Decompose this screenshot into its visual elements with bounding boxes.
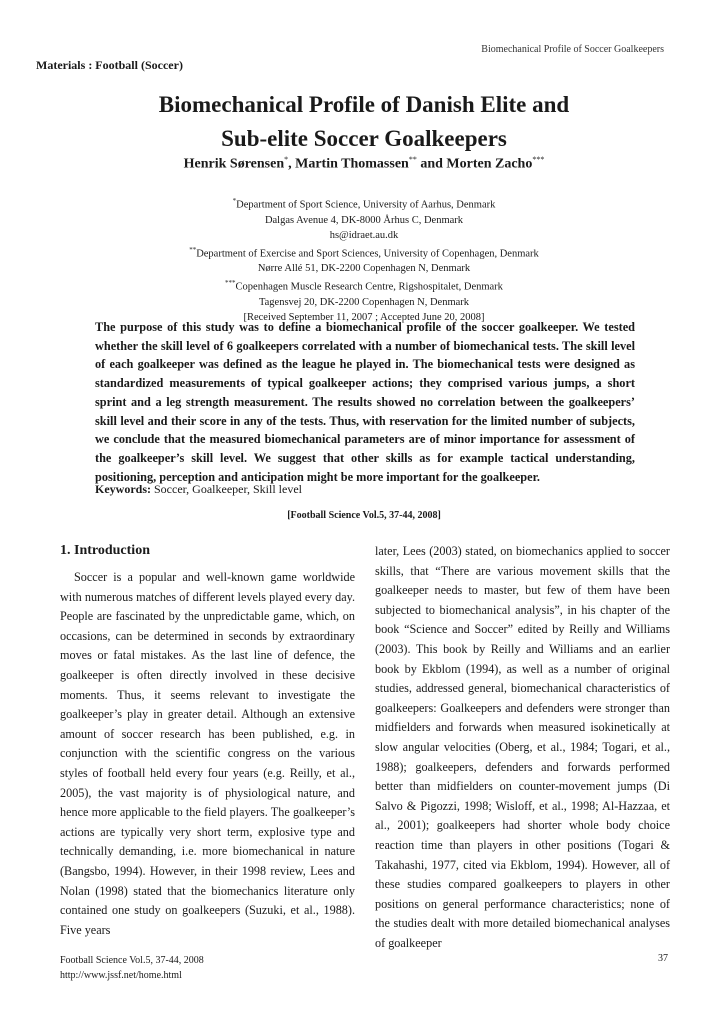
- author-2: Martin Thomassen: [295, 156, 409, 172]
- footer-url[interactable]: http://www.jssf.net/home.html: [60, 970, 182, 981]
- author-3-mark: ***: [532, 155, 545, 164]
- section-heading: 1. Introduction: [60, 543, 150, 558]
- body-paragraph: Soccer is a popular and well-known game worldwide with numerous matches of different levels played every day. People are fascinated by the unpredictable game, which, on occasions, can be determined in seconds by extraordinary moves or fatal mistakes. As the last line of defence, the goalkeeper is often directly involved in these decisive moments. Thus, it seems relevant to investigate the goalkeeper’s play in greater detail. Although an extensive amount of soccer research has been published, e.g. in conjunction with the scientific congress on the various styles of football held every four years (e.g. Reilly, et al., 2005), the vast majority is of physiological nature, and hence more applicable to the field players. The goalkeeper’s actions are typically very short term, explosive type and technically demanding, i.e. more biomechanical in nature (Bangsbo, 1994). However, in their 1998 review, Lees and Nolan (1998) stated that the biomechanics literature only contained one study on goalkeepers (Suzuki, et al., 1988). Five years: [60, 570, 355, 937]
- section-label: Materials : Football (Soccer): [36, 58, 183, 72]
- affiliation-line: ***Copenhagen Muscle Research Centre, Rigshospitalet, Denmark: [225, 279, 503, 293]
- affiliation-email: hs@idraet.au.dk: [329, 229, 399, 241]
- keywords: [95, 482, 302, 497]
- author-2-mark: **: [408, 155, 417, 164]
- affiliation-line: Dalgas Avenue 4, DK-8000 Århus C, Denmark: [264, 214, 464, 226]
- author-1: Henrik Sørensen: [183, 156, 285, 172]
- journal-citation: [Football Science Vol.5, 37-44, 2008]: [287, 510, 441, 521]
- author-separator: and: [416, 156, 447, 172]
- footer-journal: Football Science Vol.5, 37-44, 2008: [60, 955, 204, 966]
- title-line-1: Biomechanical Profile of Danish Elite and: [158, 92, 570, 117]
- author-1-mark: *: [284, 155, 289, 164]
- page-number: 37: [658, 953, 668, 964]
- footer: [60, 953, 204, 983]
- author-list: [0, 155, 728, 173]
- author-separator: ,: [288, 156, 296, 172]
- abstract: The purpose of this study was to define a biomechanical profile of the soccer goalkeeper. We tested whether the skill level of 6 goalkeepers correlated with a number of biomechanical tests. The skill level of each goalkeeper was defined as the league he played in. The biomechanical tests were designed as standardized measurements of typical goalkeeper actions; they comprised various jumps, a short sprint and a leg strength measurement. The results showed no correlation between the goalkeepers’ skill level and their score in any of the tests. Thus, with reservation for the limited number of subjects, we conclude that the measured biomechanical parameters are of minor importance for assessment of the goalkeeper’s skill level. We suggest that other skills as for example tactical understanding, positioning, perception and anticipation might be more important for the goalkeeper.: [95, 320, 635, 484]
- received-accepted-dates: [Received September 11, 2007 ; Accepted June 20, 2008]: [243, 311, 485, 323]
- affiliation-line: Nørre Allé 51, DK-2200 Copenhagen N, Denmark: [257, 263, 471, 274]
- affiliation-mark: *: [232, 197, 237, 205]
- affiliation-line: Tagensvej 20, DK-2200 Copenhagen N, Denmark: [258, 296, 470, 308]
- affiliation-line: **Department of Exercise and Sport Sciences, University of Copenhagen, Denmark: [189, 245, 539, 259]
- keywords-value: Soccer, Goalkeeper, Skill level: [151, 482, 302, 496]
- title-line-2: Sub-elite Soccer Goalkeepers: [221, 126, 507, 151]
- affiliations: [0, 194, 728, 325]
- column-left: [60, 542, 355, 940]
- affiliation-mark: ***: [225, 279, 236, 287]
- running-title: Biomechanical Profile of Soccer Goalkeepers: [481, 44, 664, 55]
- column-right: [375, 542, 670, 953]
- affiliation-mark: **: [189, 245, 197, 254]
- body-paragraph: later, Lees (2003) stated, on biomechanics applied to soccer skills, that “There are various movement skills that the goalkeeper needs to master, but few of them have been subjected to biomechanical analysis”, in his chapter of the book “Science and Soccer” edited by Reilly and Williams (2003). This book by Reilly and Williams and an earlier book by Ekblom (1994), as well as a number of original studies, addressed general, biomechanical characteristics of goalkeepers: Goalkeepers and defenders were stronger than midfielders and forwards when measured isokinetically at slow angular velocities (Oberg, et al., 1984; Togari, et al., 1988); goalkeepers, defenders and forwards performed better than midfielders on counter-movement jumps (Di Salvo & Pigozzi, 1998; Wisloff, et al., 1998; Al-Hazzaa, et al., 2001); goalkeepers had shorter whole body choice reaction time than players in other positions (Togari & Takahashi, 1977, cited via Ekblom, 1994). However, all of these studies compared goalkeepers to players in other positions on general performance characteristics; none of the studies dealt with more detailed biomechanical analyses of goalkeeper: [375, 544, 670, 950]
- paper-title: [0, 88, 728, 156]
- author-3: Morten Zacho: [446, 156, 533, 172]
- affiliation-line: *Department of Sport Science, University of Aarhus, Denmark: [232, 197, 496, 211]
- keywords-label: Keywords:: [95, 482, 151, 496]
